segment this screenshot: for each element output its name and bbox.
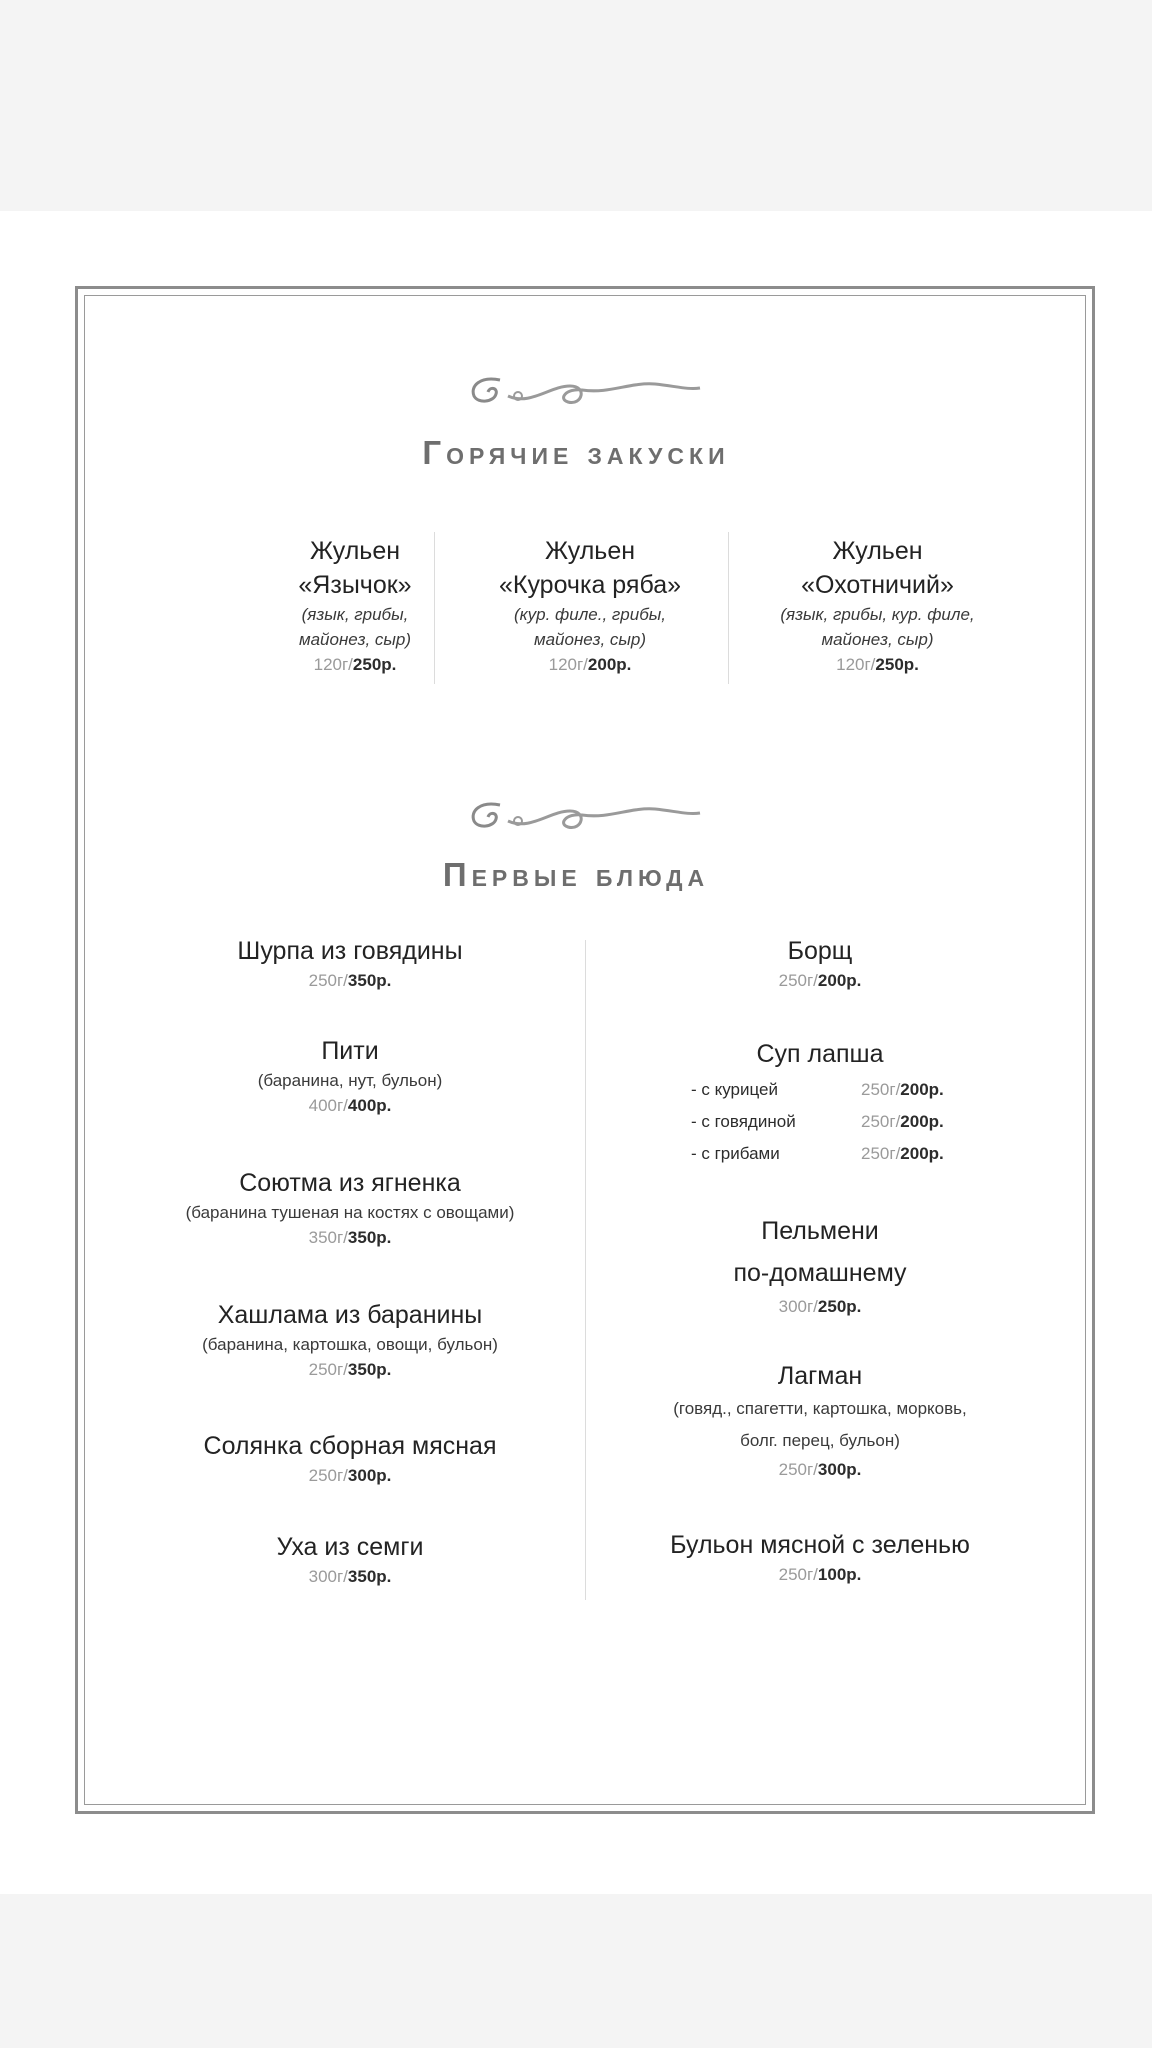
dish-weight: 300г/ [778, 1297, 818, 1316]
dish-price [620, 1294, 1020, 1320]
dish-weight: 250г/ [778, 1565, 818, 1584]
soup-option [691, 1077, 991, 1103]
dish-noodle-soup [620, 1037, 1020, 1187]
dish-name: «Курочка ряба» [498, 571, 682, 599]
dish-cost: 200р. [900, 1080, 944, 1099]
dish-julienne-kurochka-ryaba [450, 534, 730, 678]
dish-name: Шурпа из говядины [237, 937, 463, 965]
dish-description: (язык, грибы, кур. филе, [780, 605, 975, 624]
dish-price [620, 1457, 1020, 1483]
dish-weight: 250г/ [308, 971, 348, 990]
flourish-ornament [460, 372, 710, 412]
soup-option-price [861, 1141, 981, 1167]
dish-name: Солянка сборная мясная [203, 1432, 497, 1460]
dish-piti [150, 1034, 550, 1119]
section-title-hot-appetizers: Горячие закуски [422, 434, 730, 471]
dish-borsch [620, 934, 1020, 994]
dish-name: Уха из семги [276, 1533, 424, 1561]
dish-pelmeni [620, 1210, 1020, 1320]
dish-description: майонез, сыр) [533, 630, 647, 649]
soup-option-price [861, 1077, 981, 1103]
dish-name: Жульен [544, 537, 636, 565]
dish-name: «Охотничий» [801, 571, 954, 599]
dish-name: Пельмени [761, 1217, 879, 1245]
dish-name: Жульен [309, 537, 401, 565]
dish-name: по-домашнему [733, 1259, 907, 1287]
dish-price [450, 652, 730, 678]
soup-option-label: - с грибами [691, 1144, 780, 1163]
dish-cost: 200р. [900, 1144, 944, 1163]
dish-cost: 350р. [347, 1228, 392, 1247]
dish-price [735, 652, 1020, 678]
dish-cost: 100р. [817, 1565, 862, 1584]
dish-description: (баранина, картошка, овощи, бульон) [202, 1335, 498, 1354]
dish-description: майонез, сыр) [298, 630, 412, 649]
dish-weight: 120г/ [836, 655, 876, 674]
dish-cost: 250р. [875, 655, 919, 674]
dish-description: (говяд., спагетти, картошка, морковь, [673, 1399, 967, 1418]
dish-name: Бульон мясной с зеленью [670, 1531, 970, 1559]
column-divider [728, 532, 729, 684]
dish-weight: 250г/ [861, 1080, 901, 1099]
first-courses-right-column [620, 934, 1020, 1614]
dish-weight: 300г/ [308, 1567, 348, 1586]
dish-price [150, 1093, 550, 1119]
dish-lagman [620, 1359, 1020, 1483]
dish-weight: 250г/ [308, 1466, 348, 1485]
dish-description: (баранина, нут, бульон) [257, 1071, 443, 1090]
dish-price [150, 1225, 550, 1251]
dish-cost: 250р. [817, 1297, 862, 1316]
soup-option-label: - с курицей [691, 1080, 778, 1099]
dish-weight: 250г/ [308, 1360, 348, 1379]
dish-solyanka [150, 1429, 550, 1489]
column-divider [585, 940, 586, 1600]
dish-ukha [150, 1530, 550, 1590]
dish-name: Пити [321, 1037, 379, 1065]
dish-cost: 350р. [347, 971, 392, 990]
section-title-first-courses: Первые блюда [442, 856, 710, 893]
dish-price [620, 968, 1020, 994]
soup-option-label: - с говядиной [691, 1112, 796, 1131]
dish-name: Жульен [832, 537, 923, 565]
dish-price [150, 1357, 550, 1383]
dish-name: Лагман [777, 1362, 863, 1390]
dish-name: «Язычок» [298, 571, 412, 599]
dish-cost: 250р. [352, 655, 397, 674]
dish-weight: 250г/ [861, 1144, 901, 1163]
dish-description: (язык, грибы, [301, 605, 409, 624]
dish-name: Хашлама из баранины [217, 1301, 483, 1329]
dish-julienne-yazychok [225, 534, 485, 678]
dish-weight: 250г/ [778, 1460, 818, 1479]
dish-weight: 120г/ [313, 655, 353, 674]
dish-cost: 200р. [900, 1112, 944, 1131]
dish-price [620, 1562, 1020, 1588]
dish-cost: 300р. [347, 1466, 392, 1485]
soup-option [691, 1109, 991, 1135]
dish-cost: 400р. [347, 1096, 392, 1115]
dish-weight: 400г/ [308, 1096, 348, 1115]
dish-price [150, 968, 550, 994]
dish-cost: 350р. [347, 1567, 392, 1586]
soup-option [691, 1141, 991, 1167]
dish-name: Соютма из ягненка [239, 1169, 461, 1197]
first-courses-left-column [150, 934, 550, 1614]
dish-cost: 200р. [587, 655, 632, 674]
dish-shurpa [150, 934, 550, 994]
soup-option-price [861, 1109, 981, 1135]
dish-cost: 300р. [817, 1460, 862, 1479]
dish-price [150, 1564, 550, 1590]
dish-meat-bouillon [620, 1528, 1020, 1588]
dish-price [225, 652, 485, 678]
dish-description: болг. перец, бульон) [740, 1431, 900, 1450]
dish-description: майонез, сыр) [821, 630, 934, 649]
dish-name: Борщ [787, 937, 853, 965]
column-divider [434, 532, 435, 684]
dish-cost: 200р. [817, 971, 862, 990]
dish-julienne-okhotnichiy [735, 534, 1020, 678]
dish-weight: 120г/ [548, 655, 588, 674]
dish-name: Суп лапша [756, 1040, 884, 1068]
dish-cost: 350р. [347, 1360, 392, 1379]
dish-khashlama [150, 1298, 550, 1383]
dish-soyutma [150, 1166, 550, 1251]
dish-description: (кур. филе., грибы, [513, 605, 667, 624]
flourish-ornament [460, 797, 710, 837]
dish-description: (баранина тушеная на костях с овощами) [185, 1203, 515, 1222]
dish-price [150, 1463, 550, 1489]
dish-weight: 250г/ [861, 1112, 901, 1131]
dish-weight: 250г/ [778, 971, 818, 990]
dish-weight: 350г/ [308, 1228, 348, 1247]
